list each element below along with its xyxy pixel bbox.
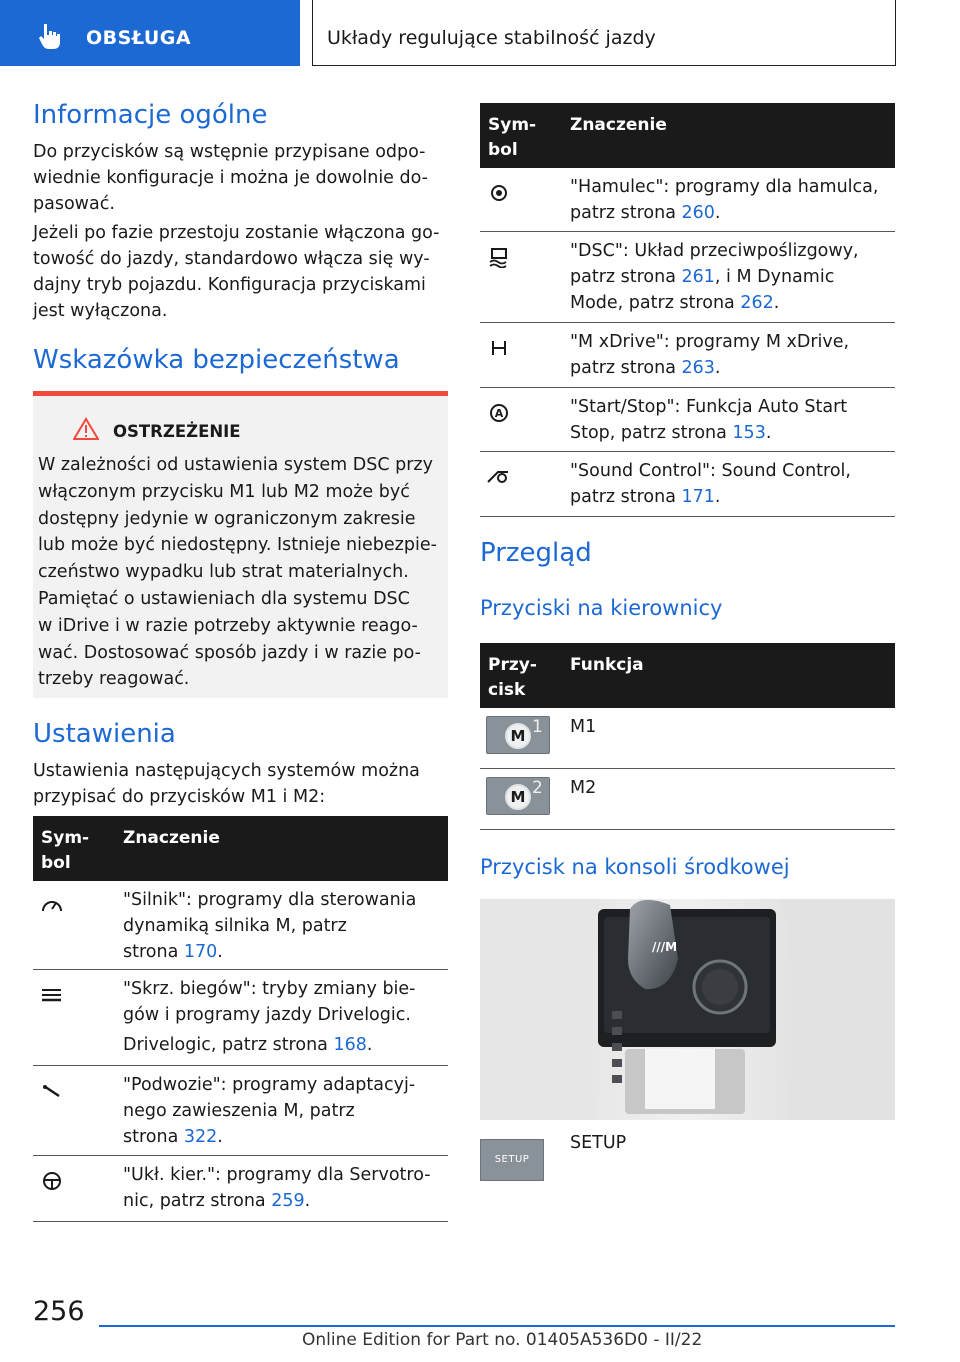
setup-label: SETUP bbox=[570, 1133, 627, 1153]
m-logo-icon: M bbox=[505, 723, 531, 749]
auto-start-stop-icon bbox=[486, 402, 512, 424]
brake-icon bbox=[486, 182, 512, 204]
table-header bbox=[480, 643, 895, 708]
footer-rule bbox=[99, 1325, 895, 1327]
engine-gauge-icon bbox=[39, 895, 65, 917]
general-heading: Informacje ogólne bbox=[33, 100, 268, 130]
section-tab bbox=[0, 0, 300, 66]
general-paragraph-2: Jeżeli po fazie przestoju zostanie włączona go- towość do jazdy, standardowo włącza się wy- dajny tryb pojazdu. Konfiguracja przyciskami jest wyłączona. bbox=[33, 223, 440, 321]
table-row bbox=[480, 388, 895, 452]
table-header bbox=[33, 816, 448, 881]
svg-text:///M: ///M bbox=[652, 940, 678, 954]
table-row bbox=[33, 970, 448, 1066]
m2-label: M2 bbox=[570, 778, 597, 798]
wheel-buttons-heading: Przyciski na kierownicy bbox=[480, 596, 723, 620]
safety-heading: Wskazówka bezpieczeństwa bbox=[33, 345, 400, 375]
svg-text:A: A bbox=[494, 407, 504, 420]
general-paragraph-1: Do przycisków są wstępnie przypisane odpo- wiednie konfiguracje i można je dowolnie do- pasować. bbox=[33, 142, 428, 214]
section-label: OBSŁUGA bbox=[86, 27, 192, 49]
row-text: "Hamulec": programy dla hamulca, patrz strona 260. bbox=[570, 177, 879, 223]
console-heading: Przycisk na konsoli środkowej bbox=[480, 855, 790, 879]
col-symbol-header: Sym- bol bbox=[41, 828, 90, 873]
page-link[interactable]: 262 bbox=[740, 293, 774, 313]
table-row bbox=[480, 323, 895, 388]
col-meaning-header: Znaczenie bbox=[123, 828, 220, 848]
table-row bbox=[480, 168, 895, 232]
sound-control-icon bbox=[486, 466, 512, 488]
warning-triangle-icon bbox=[73, 417, 99, 441]
page-link[interactable]: 261 bbox=[681, 267, 715, 287]
page-link[interactable]: 170 bbox=[183, 942, 218, 962]
warning-title: OSTRZEŻENIE bbox=[113, 422, 241, 441]
dsc-icon bbox=[486, 246, 512, 268]
col-symbol-header: Sym- bol bbox=[488, 115, 537, 160]
page-link[interactable]: 153 bbox=[732, 423, 766, 443]
page-link[interactable]: 260 bbox=[681, 203, 715, 223]
chapter-title: Układy regulujące stabilność jazdy bbox=[327, 27, 656, 49]
page-link[interactable]: 259 bbox=[271, 1191, 305, 1211]
row-text-2: Drivelogic, patrz strona 168. bbox=[123, 1035, 373, 1055]
table-header bbox=[480, 103, 895, 168]
m1-button[interactable]: M 1 bbox=[486, 716, 550, 754]
settings-heading: Ustawienia bbox=[33, 719, 176, 749]
row-text: "Sound Control": Sound Control, patrz strona 171. bbox=[570, 461, 851, 507]
row-text: "Ukł. kier.": programy dla Servotro- nic, patrz strona 259. bbox=[123, 1165, 431, 1211]
warning-text: W zależności od ustawienia system DSC przy włączonym przycisku M1 lub M2 może być dostępny jedynie w ograniczonym zakresie lub może być niedostępny. Istnieje niebezpie- czeństwo wypadku lub strat materialnych. Pamiętać o ustawieniach dla systemu DSC w iDrive i w razie potrzeby aktywnie reago- wać. Dostosować sposób jazdy i w razie po- trzeby reagować. bbox=[38, 455, 437, 690]
setup-button[interactable]: SETUP bbox=[480, 1139, 544, 1181]
m1-label: M1 bbox=[570, 717, 597, 737]
row-text: "DSC": Układ przeciwpoślizgowy, patrz strona 261, i M Dynamic Mode, patrz strona 262. bbox=[570, 241, 859, 313]
table-row bbox=[480, 769, 895, 830]
edition-footer: Online Edition for Part no. 01405A536D0 - II/22 bbox=[302, 1330, 703, 1350]
row-text: "Podwozie": programy adaptacyj- nego zawieszenia M, patrz strona 322. bbox=[123, 1075, 416, 1147]
page-link[interactable]: 263 bbox=[681, 358, 715, 378]
col-meaning-header: Znaczenie bbox=[570, 115, 667, 135]
row-text: "Start/Stop": Funkcja Auto Start Stop, patrz strona 153. bbox=[570, 397, 848, 443]
page-link[interactable]: 322 bbox=[183, 1127, 218, 1147]
table-row bbox=[480, 452, 895, 517]
settings-paragraph: Ustawienia następujących systemów można przypisać do przycisków M1 i M2: bbox=[33, 761, 420, 807]
hand-icon bbox=[38, 22, 64, 50]
m-logo-icon: M bbox=[505, 784, 531, 810]
row-text: "Skrz. biegów": tryby zmiany bie- gów i programy jazdy Drivelogic. bbox=[123, 979, 416, 1025]
center-console-photo bbox=[480, 899, 895, 1120]
gearbox-icon bbox=[39, 984, 65, 1006]
page-link[interactable]: 171 bbox=[681, 487, 715, 507]
table-row bbox=[33, 1066, 448, 1156]
row-text: "Silnik": programy dla sterowania dynamiką silnika M, patrz strona 170. bbox=[123, 890, 417, 962]
page-link[interactable]: 168 bbox=[333, 1035, 367, 1055]
m2-button[interactable]: M 2 bbox=[486, 777, 550, 815]
page-number: 256 bbox=[33, 1296, 85, 1327]
steering-wheel-icon bbox=[39, 1170, 65, 1192]
suspension-icon bbox=[39, 1080, 65, 1102]
xdrive-icon bbox=[486, 337, 512, 359]
table-row bbox=[33, 881, 448, 970]
warning-box bbox=[33, 396, 448, 698]
table-row bbox=[33, 1156, 448, 1222]
row-text: "M xDrive": programy M xDrive, patrz strona 263. bbox=[570, 332, 850, 378]
col-function-header: Funkcja bbox=[570, 655, 644, 675]
table-row bbox=[480, 708, 895, 769]
chapter-header bbox=[312, 0, 896, 66]
table-row bbox=[480, 232, 895, 323]
overview-heading: Przegląd bbox=[480, 538, 592, 568]
col-button-header: Przy- cisk bbox=[488, 655, 537, 700]
